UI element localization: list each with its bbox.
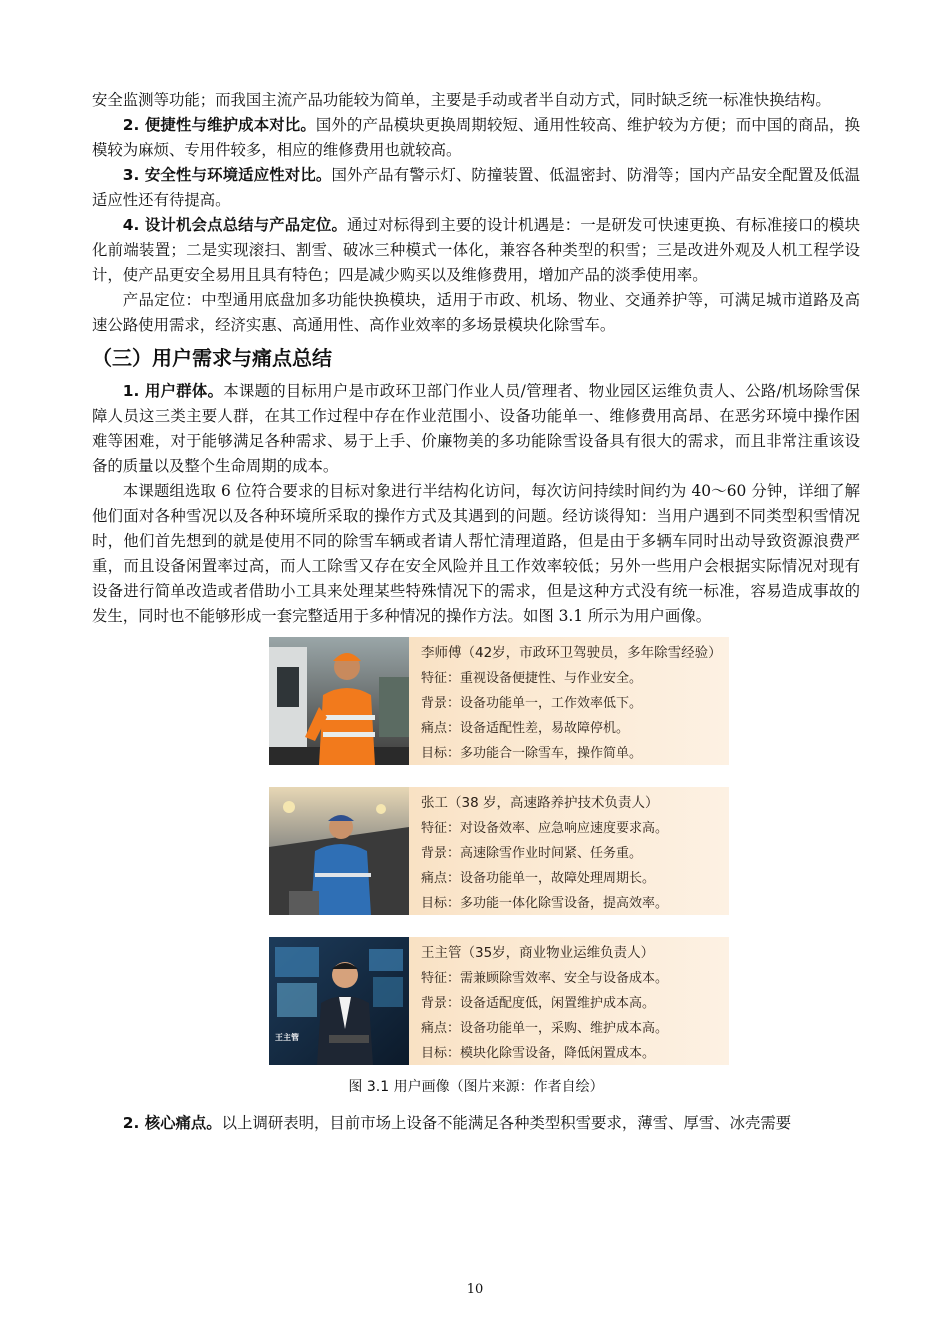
persona-photo (269, 787, 409, 915)
item-lead: 2. 便捷性与维护成本对比。 (122, 116, 316, 134)
item-convenience (92, 113, 860, 163)
persona-name: 李师傅（42岁，市政环卫驾驶员，多年除雪经验） (421, 645, 722, 661)
persona-feature: 特征：重视设备便捷性、与作业安全。 (421, 671, 643, 686)
figure-caption: 图 3.1 用户画像（图片来源：作者自绘） (348, 1079, 604, 1095)
persona-feature: 特征：需兼顾除雪效率、安全与设备成本。 (421, 971, 669, 986)
manager-photo-icon (269, 937, 409, 1065)
paragraph-continued: 安全监测等功能；而我国主流产品功能较为简单，主要是手动或者半自动方式，同时缺乏统一标准快换结构。 (92, 91, 831, 109)
persona-card (269, 637, 729, 765)
persona-goal: 目标：多功能合一除雪车，操作简单。 (421, 746, 643, 761)
section-heading: （三）用户需求与痛点总结 (92, 346, 332, 370)
persona-goal: 目标：模块化除雪设备，降低闲置成本。 (421, 1046, 656, 1061)
persona-text (409, 937, 729, 1065)
persona-photo (269, 637, 409, 765)
page-body (92, 88, 860, 1136)
persona-feature: 特征：对设备效率、应急响应速度要求高。 (421, 821, 669, 836)
persona-pain: 痛点：设备功能单一，故障处理周期长。 (421, 871, 656, 886)
persona-pain: 痛点：设备功能单一，采购、维护成本高。 (421, 1021, 669, 1036)
persona-card (269, 937, 729, 1065)
worker-photo-icon (269, 637, 409, 765)
engineer-photo-icon (269, 787, 409, 915)
persona-text (409, 787, 729, 915)
item-safety (92, 163, 860, 213)
persona-background: 背景：设备功能单一，工作效率低下。 (421, 696, 643, 711)
item-text: 本课题的目标用户是市政环卫部门作业人员/管理者、物业园区运维负责人、公路/机场除雪保障人员这三类主要人群，在其工作过程中存在作业范围小、设备功能单一、维修费用高昂、在恶劣环境中操作困难等困难，对于能够满足各种需求、易于上手、价廉物美的多功能除雪设备具有很大的需求，而且非常注重该设备的质量以及整个生命周期的成本。 (92, 382, 861, 475)
persona-goal: 目标：多功能一体化除雪设备，提高效率。 (421, 896, 669, 911)
persona-background: 背景：高速除雪作业时间紧、任务重。 (421, 846, 643, 861)
persona-card (269, 787, 729, 915)
persona-name: 张工（38 岁，高速路养护技术负责人） (421, 795, 659, 811)
item-text: 以上调研表明，目前市场上设备不能满足各种类型积雪要求，薄雪、厚雪、冰壳需要 (221, 1114, 792, 1132)
core-pain-paragraph (92, 1111, 860, 1136)
page-number: 10 (466, 1282, 484, 1297)
item-opportunity (92, 213, 860, 288)
item-lead: 3. 安全性与环境适应性对比。 (122, 166, 332, 184)
persona-photo (269, 937, 409, 1065)
item-lead: 4. 设计机会点总结与产品定位。 (122, 216, 348, 234)
item-text: 国外的产品模块更换周期较短、通用性较高、维护较为方便；而中国的商品，换模较为麻烦、专用件较多，相应的维修费用也就较高。 (92, 116, 860, 159)
positioning-paragraph: 产品定位：中型通用底盘加多功能快换模块，适用于市政、机场、物业、交通养护等，可满足城市道路及高速公路使用需求，经济实惠、高通用性、高作业效率的多场景模块化除雪车。 (92, 291, 860, 334)
persona-text (409, 637, 729, 765)
persona-pain: 痛点：设备适配性差，易故障停机。 (421, 721, 630, 736)
item-text: 国外产品有警示灯、防撞装置、低温密封、防滑等；国内产品安全配置及低温适应性还有待提高。 (92, 166, 860, 209)
photo-name-tag: 王主管 (275, 1033, 299, 1042)
user-group-paragraph (92, 379, 860, 479)
item-lead: 2. 核心痛点。 (122, 1114, 222, 1132)
item-lead: 1. 用户群体。 (122, 382, 224, 400)
persona-name: 王主管（35岁，商业物业运维负责人） (421, 945, 655, 961)
item-text: 通过对标得到主要的设计机遇是：一是研发可快速更换、有标准接口的模块化前端装置；二是实现滚扫、割雪、破冰三种模式一体化，兼容各种类型的积雪；三是改进外观及人机工程学设计，使产品更安全易用且具有特色；四是减少购买以及维修费用，增加产品的淡季使用率。 (92, 216, 860, 284)
persona-background: 背景：设备适配度低，闲置维护成本高。 (421, 996, 656, 1011)
interview-paragraph: 本课题组选取 6 位符合要求的目标对象进行半结构化访问，每次访问持续时间约为 40～60 分钟，详细了解他们面对各种雪况以及各种环境所采取的操作方式及其遇到的问题。经访谈得知：当用户遇到不同类型积雪情况时，他们首先想到的就是使用不同的除雪车辆或者请人帮忙清理道路，但是由于多辆车同时出动导致资源浪费严重，而且设备闲置率过高，而人工除雪又存在安全风险并且工作效率较低；另外一些用户会根据实际情况对现有设备进行简单改造或者借助小工具来处理某些特殊情况下的需求，但是这种方式没有统一标准，容易造成事故的发生，同时也不能够形成一套完整适用于多种情况的操作方法。如图 3.1 所示为用户画像。 (92, 482, 860, 625)
